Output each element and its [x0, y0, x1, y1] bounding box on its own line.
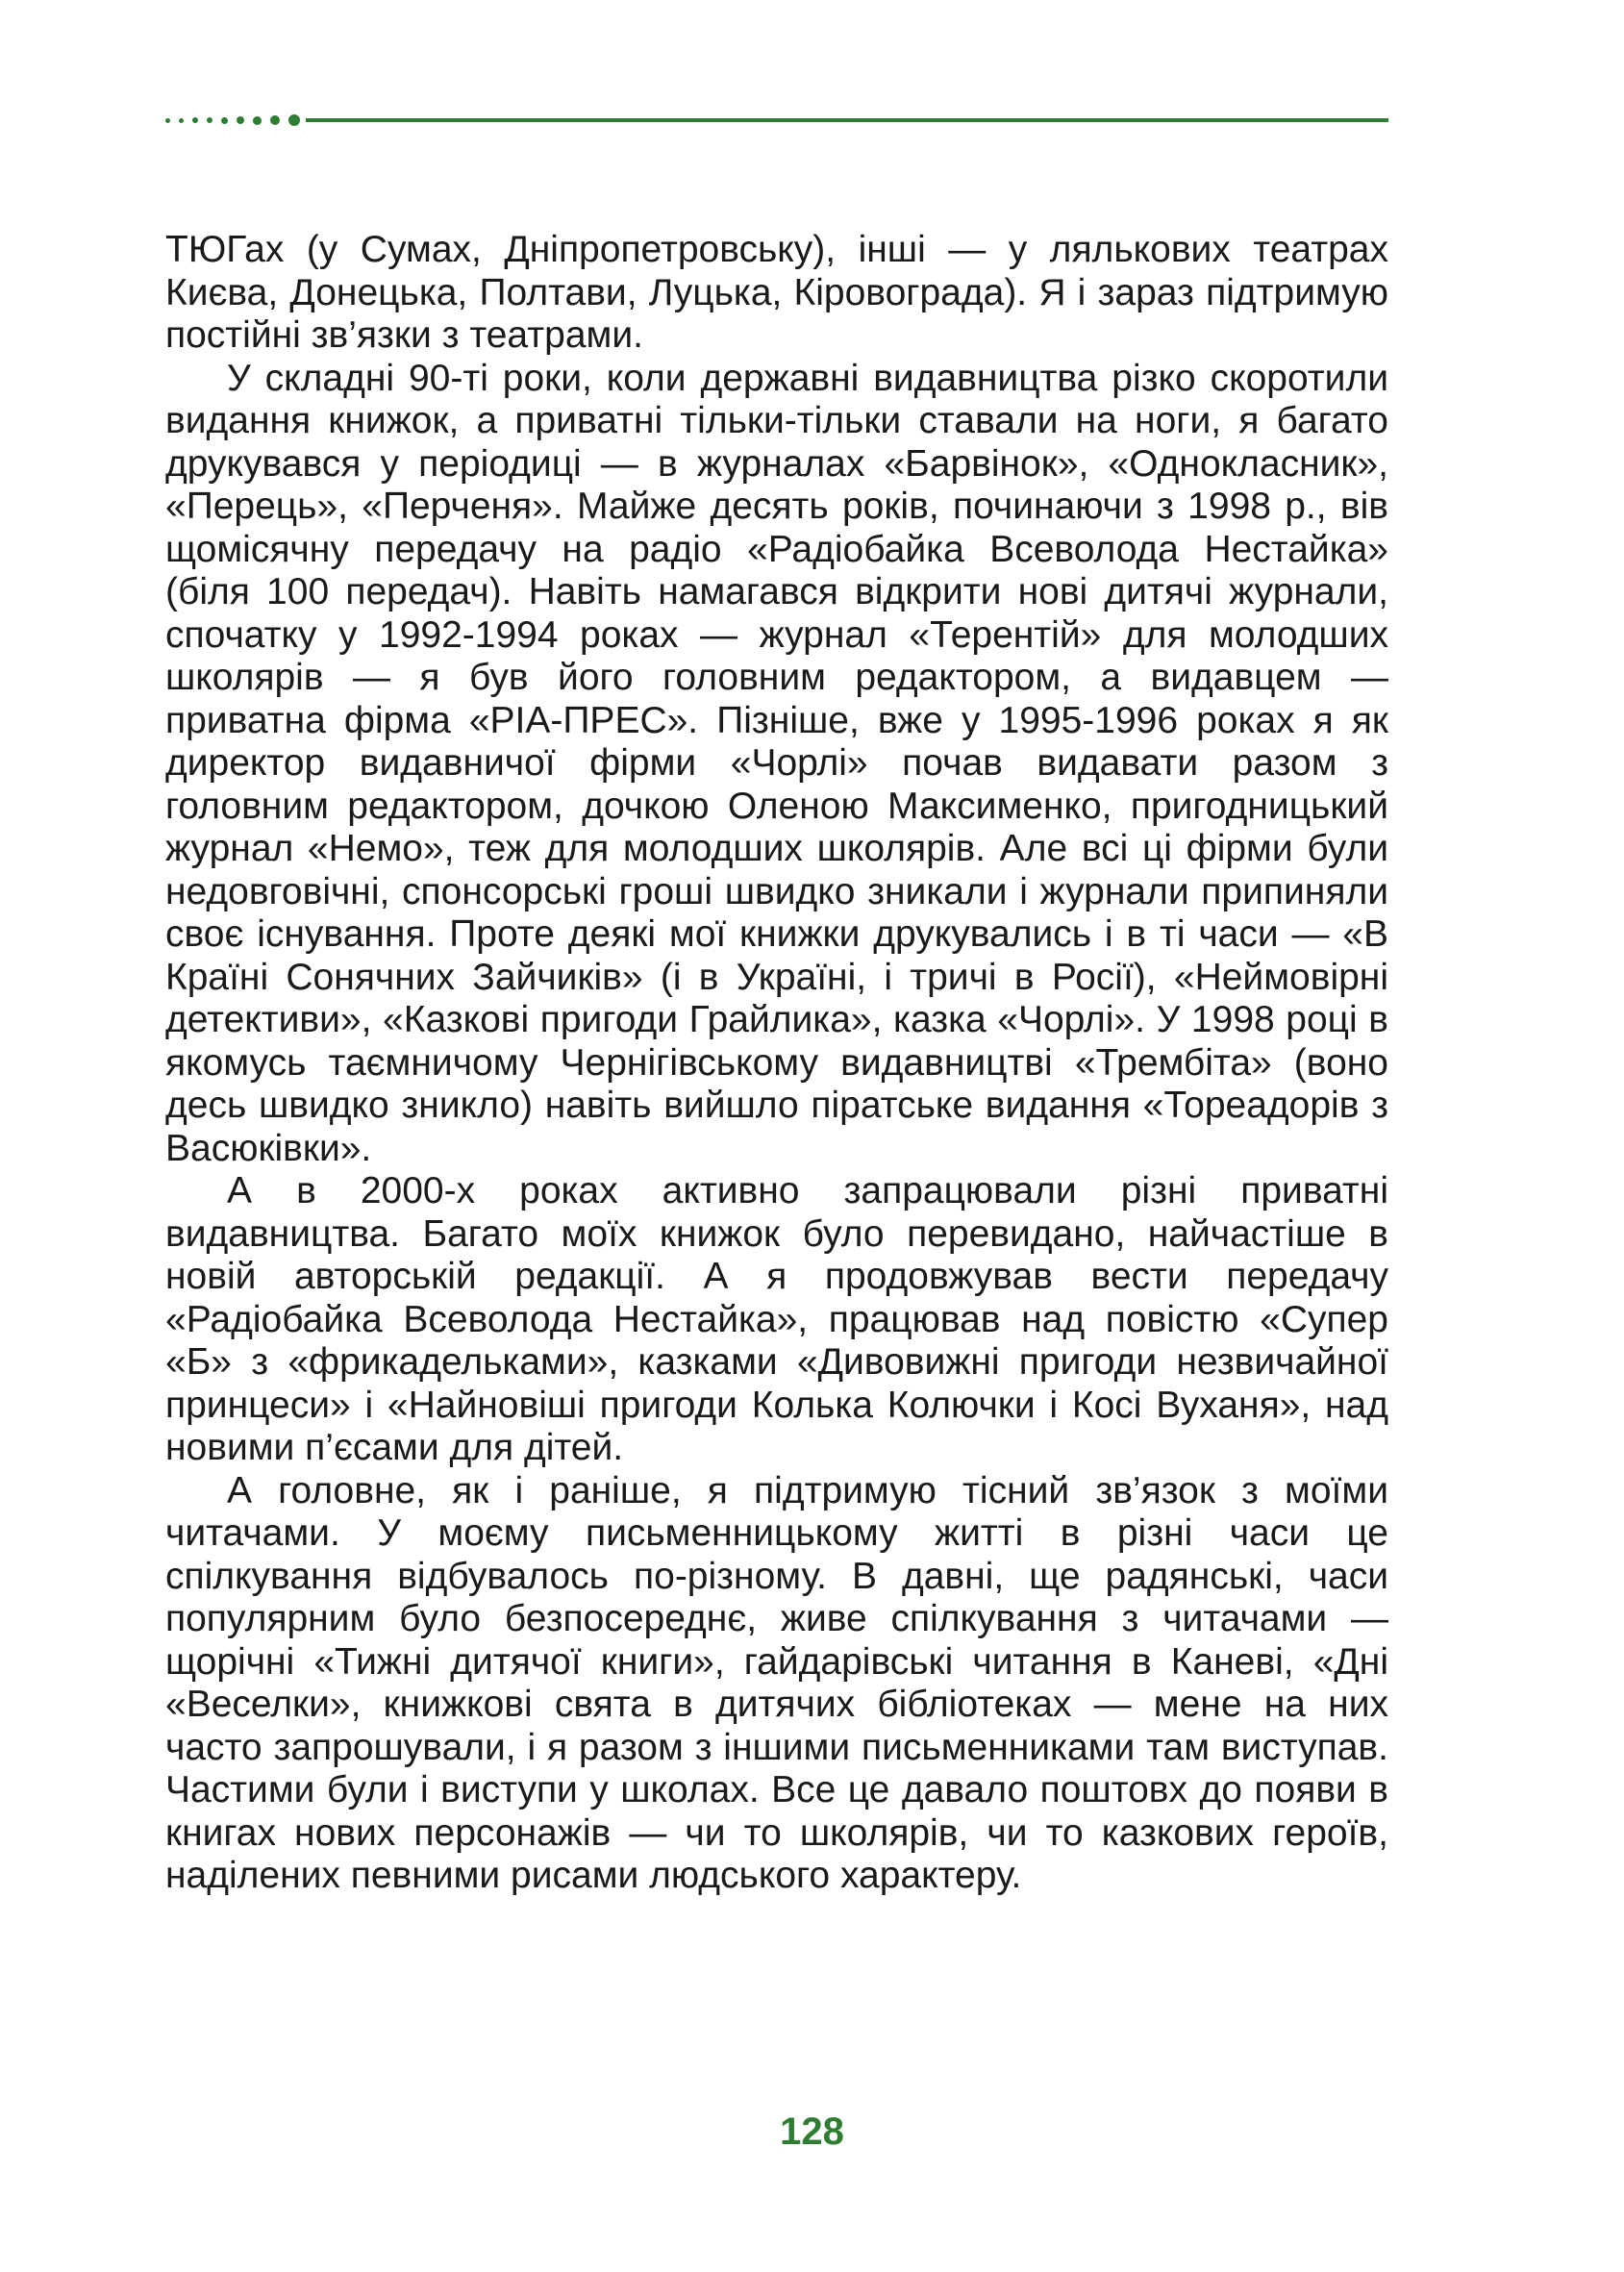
paragraph: А головне, як і раніше, я підтримую тісний зв’язок з моїми читачами. У моєму письменницькому житті в різні часи це спілкування відбувалось по-різному. В давні, ще радянські, часи популярним було безпосереднє, живе спілкування з читачами — щорічні «Тижні дитячої книги», гайдарівські читання в Каневі, «Дні «Веселки», книжкові свята в дитячих бібліотеках — мене на них часто запрошували, і я разом з іншими письменниками там виступав. Частими були і виступи у школах. Все це давало поштовх до появи в книгах нових персонажів — чи то школярів, чи то казкових героїв, наділених певними рисами людського характеру.: [165, 1469, 1388, 1896]
paragraph: У складні 90-ті роки, коли державні видавництва різко скоротили видання книжок, а приватні тільки-тільки ставали на ноги, я багато друкувався у періодиці — в журналах «Барвінок», «Однокласник», «Перець», «Перченя». Майже десять років, починаючи з 1998 р., вів щомісячну передачу на радіо «Радіобайка Всеволода Нестайка» (біля 100 передач). Навіть намагався відкрити нові дитячі журнали, спочатку у 1992-1994 роках — журнал «Терентій» для молодших школярів — я був його головним редактором, а видавцем — приватна фірма «РІА-ПРЕС». Пізніше, вже у 1995-1996 роках я як директор видавничої фірми «Чорлі» почав видавати разом з головним редактором, дочкою Оленою Максименко, пригодницький журнал «Немо», теж для молодших школярів. Але всі ці фірми були недовговічні, спонсорські гроші швидко зникали і журнали припиняли своє існування. Проте деякі мої книжки друкувались і в ті часи — «В Країні Сонячних Зайчиків» (і в Україні, і тричі в Росії), «Неймовірні детективи», «Казкові пригоди Грайлика», казка «Чорлі». У 1998 році в якомусь таємничому Чернігівському видавництві «Трембіта» (воно десь швидко зникло) навіть вийшло піратське видання «Тореадорів з Васюківки».: [165, 357, 1388, 1169]
header-line: [306, 118, 1388, 122]
leader-dot: [270, 115, 280, 125]
header-rule: [165, 113, 1388, 127]
leader-dot: [288, 114, 300, 126]
leader-dot: [237, 116, 244, 124]
paragraph: А в 2000-х роках активно запрацювали різні приватні видавництва. Багато моїх книжок було перевидано, найчастіше в новій авторській редакції. А я продовжував вести передачу «Радіобайка Всеволода Нестайка», працював над повістю «Супер «Б» з «фрикадельками», казками «Дивовижні пригоди незвичайної принцеси» і «Найновіші пригоди Колька Колючки і Косі Вуханя», над новими п’єсами для дітей.: [165, 1170, 1388, 1468]
leader-dot: [165, 118, 170, 123]
paragraph: ТЮГах (у Сумах, Дніпропетровську), інші — у лялькових театрах Києва, Донецька, Полтави, Луцька, Кіровограда). Я і зараз підтримую постійні зв’язки з театрами.: [165, 229, 1388, 356]
body-text: [165, 229, 1388, 1898]
leader-dot: [253, 116, 262, 125]
leader-dot: [192, 117, 198, 123]
leader-dot: [207, 117, 212, 123]
leader-dot: [179, 118, 184, 123]
page-number: 128: [780, 2110, 844, 2153]
leader-dot: [221, 117, 228, 124]
